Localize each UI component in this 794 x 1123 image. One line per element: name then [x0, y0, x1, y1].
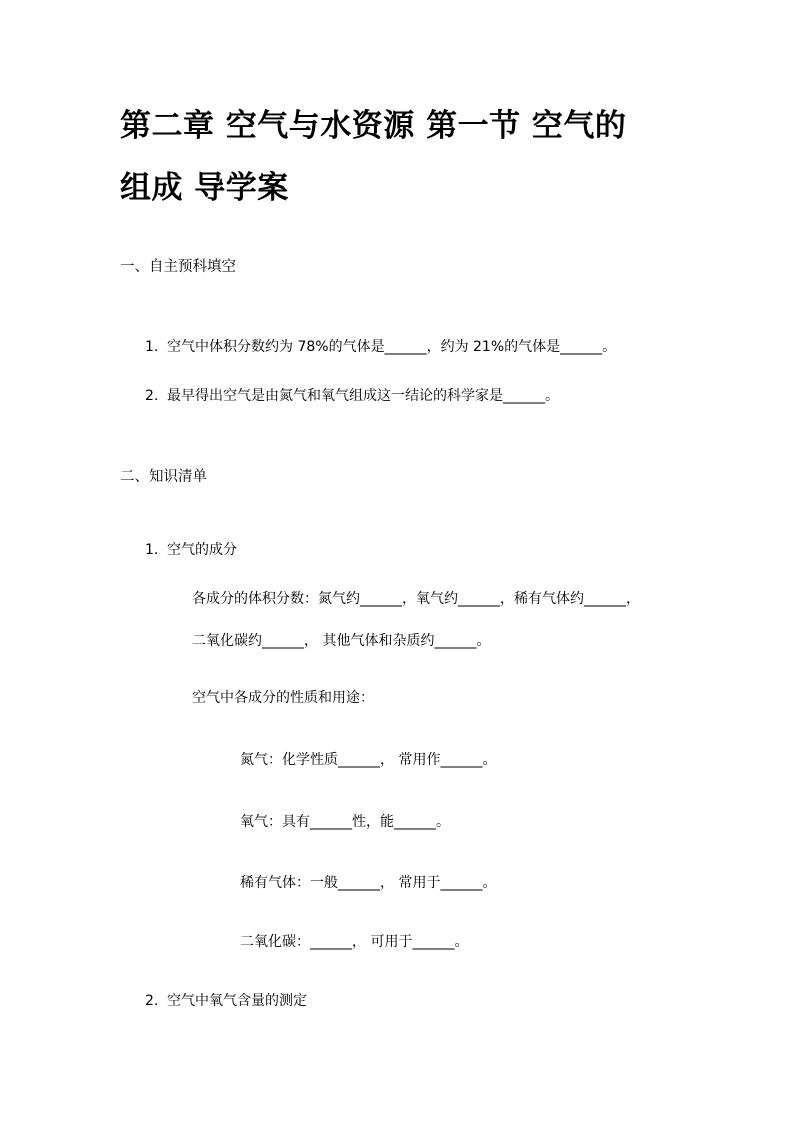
section2-item-1-title — [145, 540, 237, 560]
section1-item-2 — [145, 386, 559, 406]
page-title-line-1: 第二章 空气与水资源 第一节 空气的 — [120, 108, 627, 144]
section1-heading: 一、自主预科填空 — [120, 259, 236, 275]
composition-line-2: 二氧化碳约______， 其他气体和杂质约______。 — [192, 633, 491, 649]
item-text: 最早得出空气是由氮气和氧气组成这一结论的科学家是______。 — [167, 388, 559, 404]
property-carbon-dioxide: 二氧化碳：______， 可用于______。 — [240, 934, 469, 950]
item-number: 1. — [145, 339, 159, 355]
composition-line-1: 各成分的体积分数：氮气约______，氧气约______，稀有气体约______， — [192, 591, 640, 607]
item-number: 1. — [145, 542, 159, 558]
item-title: 空气的成分 — [167, 542, 237, 558]
properties-heading: 空气中各成分的性质和用途： — [192, 690, 374, 706]
item-title: 空气中氧气含量的测定 — [167, 993, 307, 1009]
section2-heading: 二、知识清单 — [120, 469, 207, 485]
item-number: 2. — [145, 993, 159, 1009]
item-number: 2. — [145, 388, 159, 404]
page-title-line-2: 组成 导学案 — [120, 170, 289, 206]
section2-item-2-title — [145, 991, 307, 1011]
section1-item-1 — [145, 337, 616, 357]
property-noble-gas: 稀有气体：一般______， 常用于______。 — [240, 875, 497, 891]
item-text: 空气中体积分数约为 78%的气体是______，约为 21%的气体是______。 — [167, 339, 617, 355]
property-nitrogen: 氮气：化学性质______， 常用作______。 — [240, 752, 497, 768]
property-oxygen: 氧气：具有______性，能______。 — [240, 814, 450, 830]
